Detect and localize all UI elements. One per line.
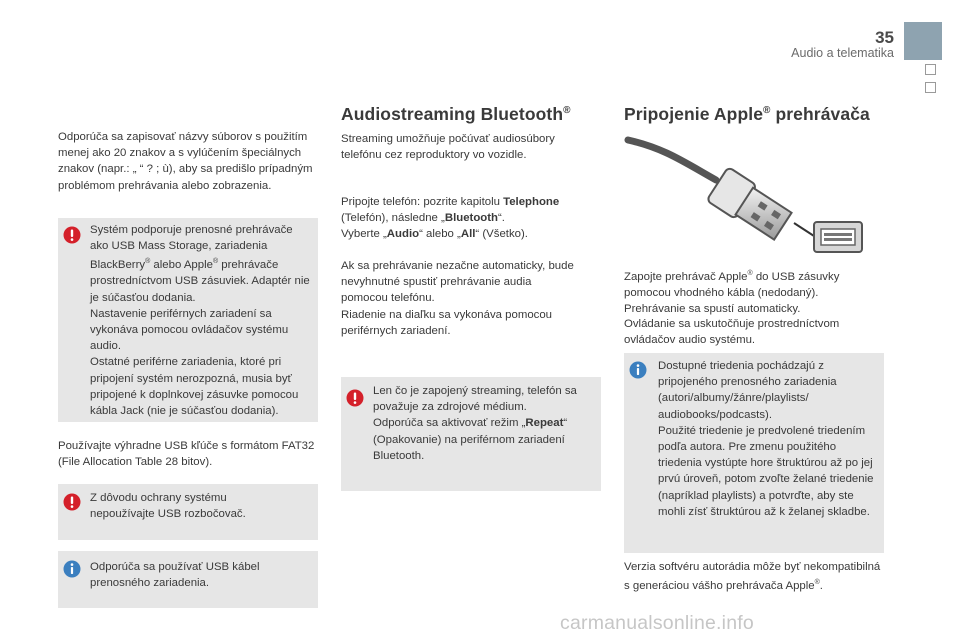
bluetooth-remote: Riadenie na diaľku sa vykonáva pomocou periférnych zariadení.	[341, 308, 553, 337]
warning-icon	[63, 226, 81, 244]
warning-text-repeat: Odporúča sa aktivovať režim „Repeat“ (Opakovanie) na periférnom zariadení Bluetooth.	[373, 417, 568, 462]
warning-box-devices	[58, 218, 318, 422]
info-text-default: Použité triedenie je predvolené triedením podľa autora. Pre zmenu použitého triedenia vystúpte hore štruktúrou až po jej prvú úroveň, potom zvoľte želané triedenie (napríklad playlists) a potvrďte, aby ste mohli zísť štruktúrou až k želanej skladbe.	[658, 424, 874, 518]
tab-marker	[925, 82, 936, 93]
apple-compat: Verzia softvéru autorádia môže byť nekompatibilná s generáciou vášho prehrávača Apple®.	[624, 561, 881, 592]
page-number: 35	[875, 28, 894, 47]
warning-text-source: Len čo je zapojený streaming, telefón sa považuje za zdrojové médium.	[373, 385, 577, 414]
usb-plug-icon	[624, 128, 864, 258]
warning-text-hub: Z dôvodu ochrany systému nepoužívajte USB rozbočovač.	[90, 492, 246, 521]
bluetooth-autoplay: Ak sa prehrávanie nezačne automaticky, bude nevyhnutné spustiť prehrávanie audia pomocou telefónu.	[341, 260, 574, 305]
warning-icon	[346, 389, 364, 407]
apple-control: Ovládanie sa uskutočňuje prostredníctvom ovládačov audio systému.	[624, 318, 840, 347]
info-icon	[63, 560, 81, 578]
watermark: carmanualsonline.info	[560, 612, 754, 634]
info-text-sorting: Dostupné triedenia pochádzajú z pripojeného prenosného zariadenia (autori/albumy/žánre/playlists/ audiobooks/podcasts).	[658, 360, 837, 421]
info-text-cable: Odporúča sa používať USB kábel prenosného zariadenia.	[90, 561, 260, 590]
info-box-sorting	[624, 353, 884, 553]
tab-marker	[925, 64, 936, 75]
warning-text-other: Ostatné periférne zariadenia, ktoré pri pripojení systém nerozpozná, musia byť pripojené k doplnkovej zásuvke pomocou kábla Jack (nie je súčasťou dodania).	[90, 356, 299, 418]
bluetooth-connect: Pripojte telefón: pozrite kapitolu Telephone (Telefón), následne „Bluetooth“. Vyberte „Audio“ alebo „All“ (Všetko).	[341, 196, 560, 241]
bluetooth-title: Audiostreaming Bluetooth®	[341, 104, 571, 124]
warning-text-settings: Nastavenie periférnych zariadení sa vykonáva pomocou ovládačov systému audio.	[90, 307, 289, 353]
apple-title: Pripojenie Apple® prehrávača	[624, 104, 870, 124]
chapter-tab	[904, 22, 942, 60]
info-box-cable	[58, 551, 318, 608]
intro-paragraph: Odporúča sa zapisovať názvy súborov s použitím menej ako 20 znakov a s vylúčením špeciálnych znakov (napr.: „ “ ? ; ù), aby sa predišlo prípadným problémom prehrávania alebo zobrazenia.	[58, 131, 313, 192]
apple-autoplay: Prehrávanie sa spustí automaticky.	[624, 303, 801, 316]
warning-box-hub	[58, 484, 318, 540]
info-icon	[629, 361, 647, 379]
warning-text-devices: Systém podporuje prenosné prehrávače ako USB Mass Storage, zariadenia BlackBerry® alebo Apple® prehrávače prostredníctvom USB zásuviek. Adaptér nie je súčasťou dodania.	[90, 224, 310, 304]
warning-icon	[63, 493, 81, 511]
usb-format-paragraph: Používajte výhradne USB kľúče s formátom FAT32 (File Allocation Table 28 bitov).	[58, 440, 315, 469]
bluetooth-intro: Streaming umožňuje počúvať audiosúbory telefónu cez reproduktory vo vozidle.	[341, 133, 555, 162]
apple-connect: Zapojte prehrávač Apple® do USB zásuvky pomocou vhodného kábla (nedodaný).	[624, 270, 840, 299]
warning-box-streaming	[341, 377, 601, 491]
section-title: Audio a telematika	[791, 46, 894, 60]
